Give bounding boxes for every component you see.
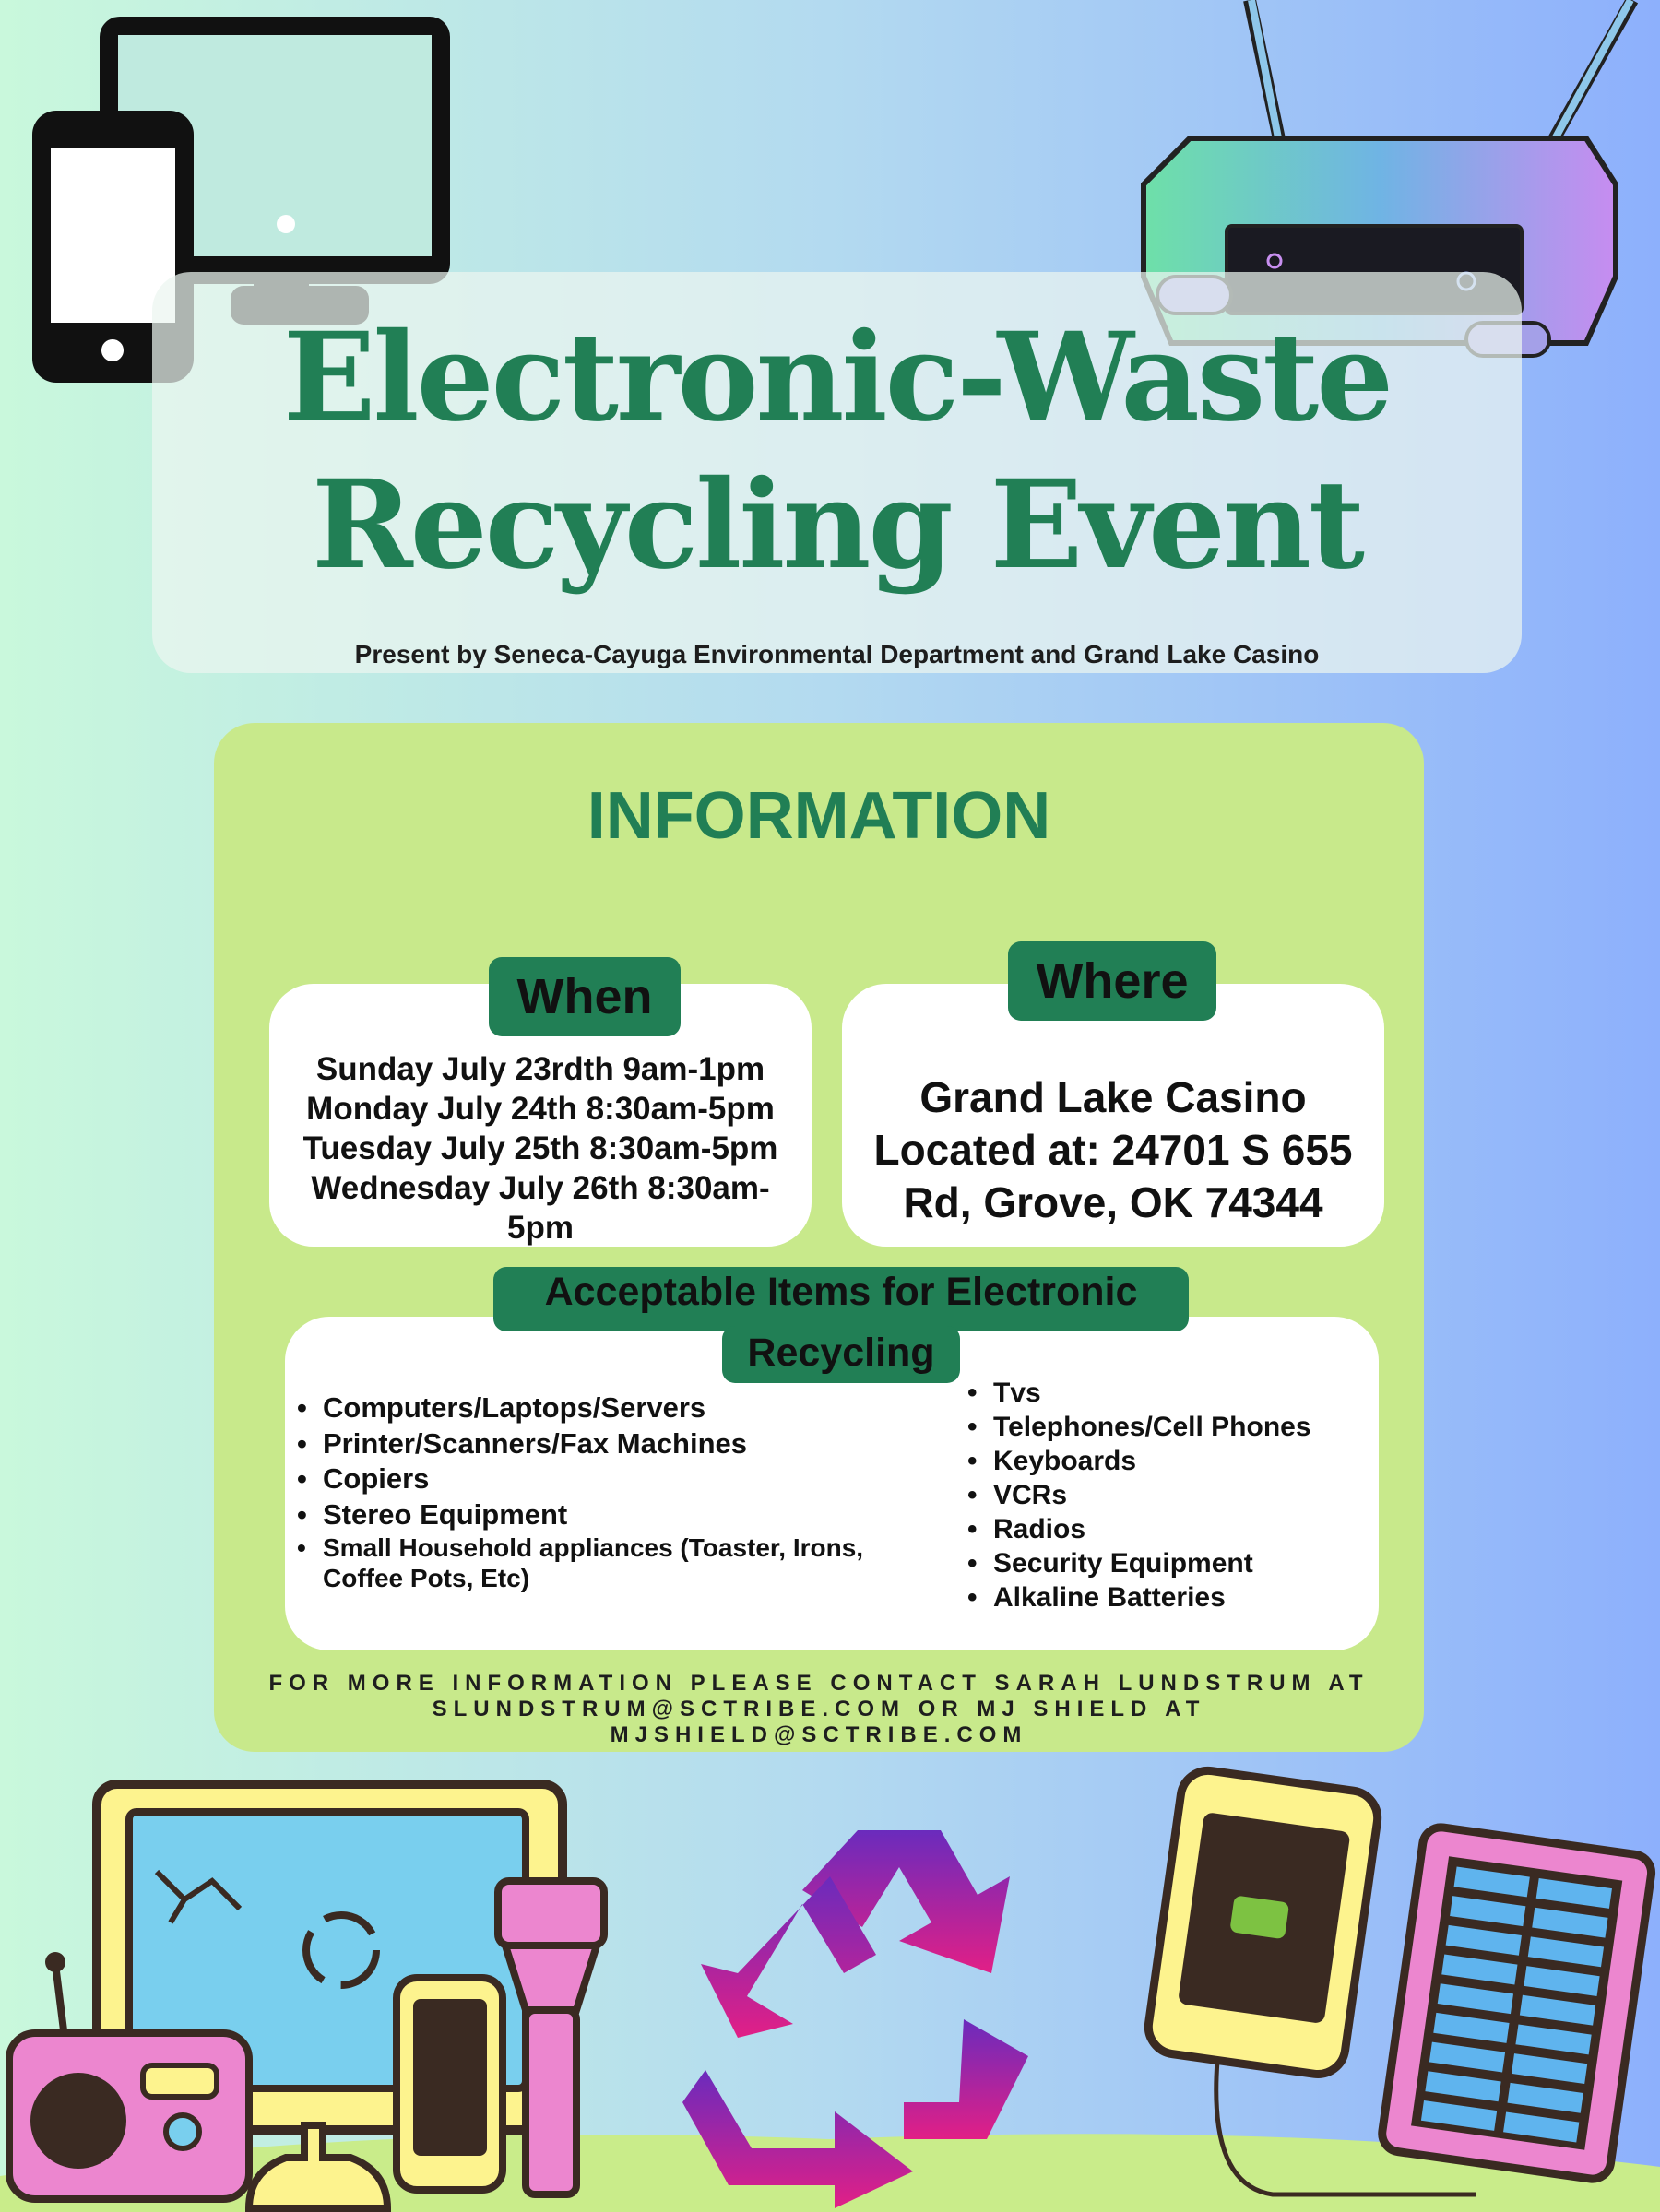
where-line: Rd, Grove, OK 74344 [903, 1178, 1323, 1226]
when-line: Sunday July 23rdth 9am-1pm [315, 1051, 765, 1087]
list-item: • Computers/Laptops/Servers [297, 1390, 943, 1426]
title-line-2: Recycling Event [312, 454, 1362, 597]
list-item: • Security Equipment [967, 1546, 1364, 1580]
contact-line: MJSHIELD@SCTRIBE.COM [610, 1722, 1028, 1747]
where-line: Located at: 24701 S 655 [873, 1126, 1353, 1174]
when-line: Wednesday July 26th 8:30am- [311, 1170, 770, 1206]
when-line: Monday July 24th 8:30am-5pm [306, 1091, 775, 1127]
solar-panel-icon [1380, 1825, 1654, 2181]
contact-line: SLUNDSTRUM@SCTRIBE.COM OR MJ SHIELD AT [432, 1697, 1206, 1721]
subtitle: Present by Seneca-Cayuga Environmental Department and Grand Lake Casino [354, 640, 1320, 668]
list-item: • Radios [967, 1512, 1364, 1546]
title-line-1: Electronic-Waste [282, 306, 1392, 449]
list-item: • Tvs [967, 1376, 1364, 1410]
when-details [269, 1049, 812, 1248]
items-list-left [297, 1390, 943, 1593]
items-list-right [967, 1376, 1364, 1615]
items-label-line-1: Acceptable Items for Electronic [493, 1267, 1189, 1331]
items-label-line-2: Recycling [722, 1326, 960, 1383]
when-line: Tuesday July 25th 8:30am-5pm [302, 1130, 778, 1166]
list-item: • Telephones/Cell Phones [967, 1410, 1364, 1444]
list-item: • Printer/Scanners/Fax Machines [297, 1426, 943, 1462]
when-line: 5pm [507, 1210, 574, 1246]
where-line: Grand Lake Casino [919, 1073, 1307, 1121]
list-item: • Keyboards [967, 1444, 1364, 1478]
contact-info [214, 1671, 1424, 1748]
list-item: • Stereo Equipment [297, 1497, 943, 1533]
contact-line: FOR MORE INFORMATION PLEASE CONTACT SARAH LUNDSTRUM AT [268, 1671, 1370, 1696]
phone-icon [397, 1978, 503, 2190]
where-details [842, 1071, 1384, 1229]
page-title [152, 304, 1522, 599]
list-item: • Copiers [297, 1461, 943, 1497]
list-item: • Small Household appliances (Toaster, Irons, Coffee Pots, Etc) [297, 1532, 943, 1593]
when-label: When [489, 957, 681, 1036]
information-heading: INFORMATION [587, 779, 1051, 853]
list-item: • VCRs [967, 1478, 1364, 1512]
list-item: • Alkaline Batteries [967, 1580, 1364, 1615]
where-label: Where [1008, 941, 1216, 1021]
